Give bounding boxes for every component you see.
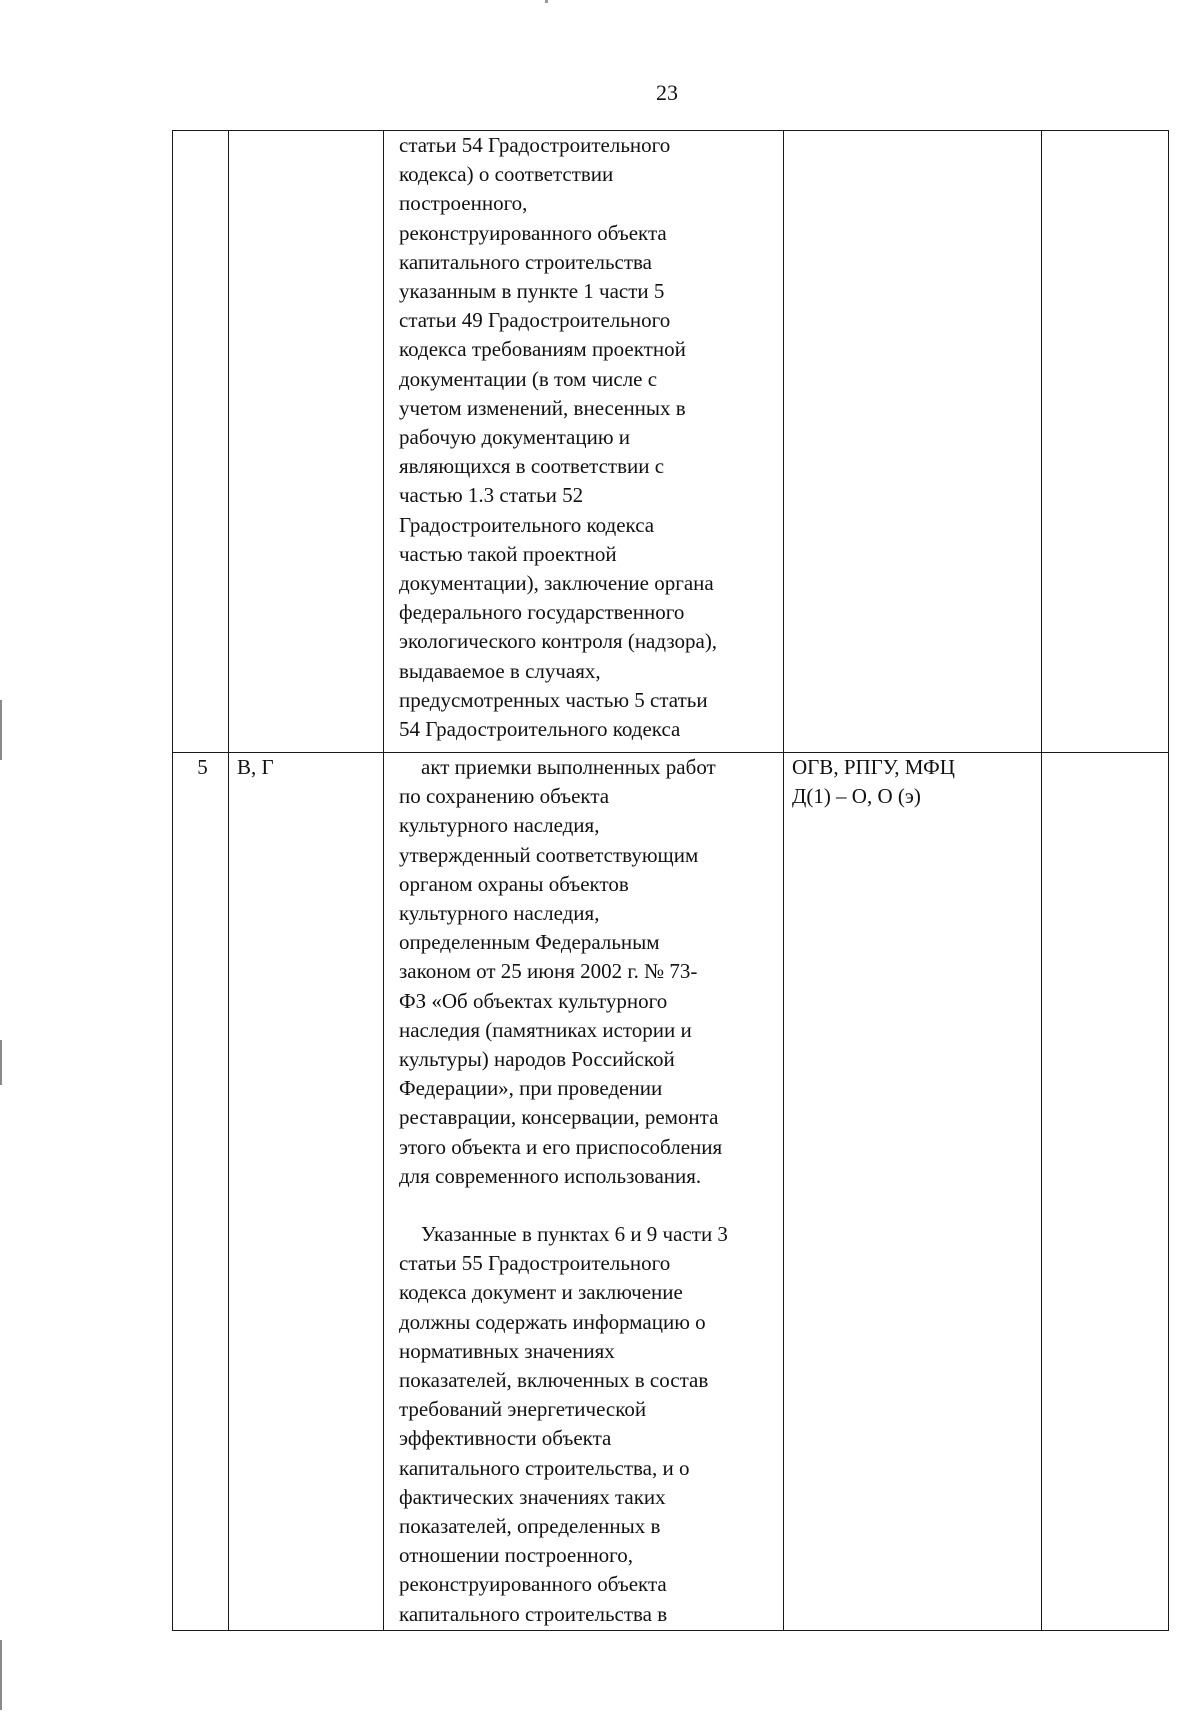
- document-cell: [384, 753, 784, 1631]
- submission-method-cell: [784, 131, 1042, 753]
- document-line: документации), заключение органа: [399, 571, 714, 596]
- document-line: статьи 54 Градостроительного: [399, 133, 671, 157]
- row-number: 5: [197, 755, 208, 779]
- document-line: культурного наследия,: [399, 813, 600, 838]
- document-line: культуры) народов Российской: [399, 1047, 675, 1072]
- document-line: Указанные в пунктах 6 и 9 части 3: [421, 1222, 728, 1247]
- submission-method-line: ОГВ, РПГУ, МФЦ: [792, 755, 955, 779]
- document-line: кодекса требованиям проектной: [399, 337, 686, 362]
- scan-edge-mark: [0, 700, 2, 760]
- scan-edge-mark: [0, 1040, 2, 1085]
- document-line: для современного использования.: [399, 1163, 702, 1188]
- document-line: 54 Градостроительного кодекса: [399, 717, 681, 742]
- document-line: по сохранению объекта: [399, 784, 610, 809]
- submission-method-line: Д(1) – О, О (э): [792, 784, 921, 809]
- document-text: [384, 753, 783, 1629]
- document-line: статьи 49 Градостроительного: [399, 308, 671, 333]
- document-line: наследия (памятниках истории и: [399, 1017, 692, 1042]
- document-line: Федерации», при проведении: [399, 1076, 663, 1101]
- document-line: фактических значениях таких: [399, 1484, 666, 1509]
- document-line: построенного,: [399, 191, 528, 216]
- category-cell: [229, 131, 384, 753]
- document-line: акт приемки выполненных работ: [421, 755, 716, 779]
- row-number-cell: [173, 131, 229, 753]
- document-line: экологического контроля (надзора),: [399, 629, 718, 654]
- category-label: В, Г: [237, 755, 274, 779]
- document-line: учетом изменений, внесенных в: [399, 395, 686, 420]
- document-line: кодекса документ и заключение: [399, 1280, 683, 1305]
- document-line: капитального строительства, и о: [399, 1455, 690, 1480]
- submission-method-cell: [784, 753, 1042, 1631]
- document-line: законом от 25 июня 2002 г. № 73-: [399, 959, 698, 984]
- document-line: указанным в пункте 1 части 5: [399, 279, 665, 304]
- document-line: ФЗ «Об объектах культурного: [399, 988, 668, 1013]
- document-line: федерального государственного: [399, 600, 685, 625]
- document-line: эффективности объекта: [399, 1426, 612, 1451]
- document-line: являющихся в соответствии с: [399, 454, 665, 479]
- document-line: кодекса) о соответствии: [399, 162, 614, 187]
- note-cell: [1042, 753, 1169, 1631]
- document-line: показателей, включенных в состав: [399, 1368, 709, 1393]
- document-line: реконструированного объекта: [399, 1572, 667, 1597]
- document-line: выдаваемое в случаях,: [399, 658, 601, 683]
- page-number: 23: [656, 80, 678, 105]
- document-line: статьи 55 Градостроительного: [399, 1251, 671, 1276]
- document-line: определенным Федеральным: [399, 930, 660, 955]
- document-line: органом охраны объектов: [399, 871, 629, 896]
- document-line: отношении построенного,: [399, 1543, 634, 1568]
- submission-method-text: [784, 753, 1041, 811]
- scan-edge-mark: [0, 1640, 2, 1710]
- paragraph-gap: [399, 1191, 777, 1220]
- document-line: предусмотренных частью 5 статьи: [399, 687, 708, 712]
- document-line: утвержденный соответствующим: [399, 842, 699, 867]
- category-cell: [229, 753, 384, 1631]
- table-row: [173, 131, 1169, 753]
- document-line: документации (в том числе с: [399, 366, 658, 391]
- document-line: требований энергетической: [399, 1397, 647, 1422]
- document-line: показателей, определенных в: [399, 1514, 661, 1539]
- document-table: [172, 130, 1169, 1631]
- document-line: этого объекта и его приспособления: [399, 1134, 723, 1159]
- document-line: капитального строительства в: [399, 1601, 668, 1626]
- document-line: должны содержать информацию о: [399, 1309, 706, 1334]
- document-line: рабочую документацию и: [399, 425, 631, 450]
- table-row: [173, 753, 1169, 1631]
- document-line: культурного наследия,: [399, 901, 600, 926]
- document-line: реставрации, консервации, ремонта: [399, 1105, 719, 1130]
- scan-artifact: [545, 0, 548, 3]
- document-line: частью такой проектной: [399, 541, 617, 566]
- document-line: Градостроительного кодекса: [399, 512, 655, 537]
- document-line: нормативных значениях: [399, 1338, 615, 1363]
- document-cell: [384, 131, 784, 753]
- note-cell: [1042, 131, 1169, 753]
- document-text: [384, 131, 783, 744]
- document-line: частью 1.3 статьи 52: [399, 483, 584, 508]
- document-line: реконструированного объекта: [399, 220, 667, 245]
- row-number-cell: [173, 753, 229, 1631]
- document-line: капитального строительства: [399, 249, 652, 274]
